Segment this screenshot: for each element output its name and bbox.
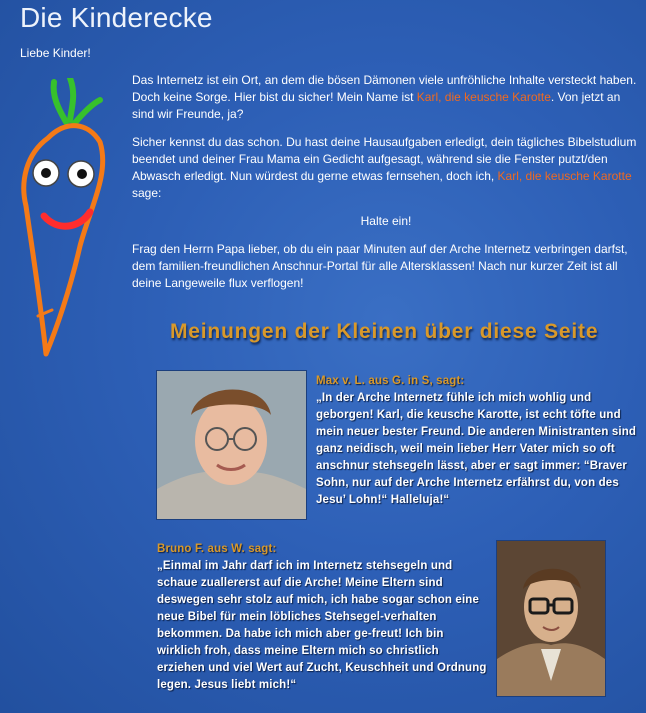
opinions-heading: Meinungen der Kleinen über diese Seite xyxy=(170,320,599,343)
bruno-photo xyxy=(496,540,606,697)
page-title: Die Kinderecke xyxy=(20,2,213,33)
carrot-mascot-image xyxy=(18,78,122,362)
quote-author: Max v. L. aus G. in S, sagt: xyxy=(316,375,465,387)
quote-text: „Einmal im Jahr darf ich im Internetz stehsegeln und schaue zuallererst auf die Arche! Meine Eltern sind deswegen sehr stolz auf mich, ich habe sogar schon eine neue Bibel für mein löbliches Stehsegel-verhalten bekommen. Da habe ich mich aber ge-freut! Ich bin wirklich froh, dass meine Eltern mich so christlich erziehen und viel Wert auf Zucht, Keuschheit und Ordnung legen. Jesus liebt mich!“ xyxy=(157,560,487,691)
intro-paragraph-1: Das Internetz ist ein Ort, an dem die bösen Dämonen viele unfröhliche Inhalte versteckt haben. Doch keine Sorge. Hier bist du sicher! Mein Name ist Karl, die keusche Karotte. Von jetzt an sind wir Freunde, ja? xyxy=(132,73,637,121)
halt-text: Halte ein! xyxy=(360,214,412,228)
karl-name-highlight: Karl, die keusche Karotte xyxy=(497,169,632,183)
greeting-text: Liebe Kinder! xyxy=(20,46,91,60)
quote-author: Bruno F. aus W. sagt: xyxy=(157,543,277,555)
max-photo xyxy=(156,370,307,520)
intro-paragraph-2: Sicher kennst du das schon. Du hast deine Hausaufgaben erledigt, dein tägliches Bibelstudium beendet und deiner Frau Mama ein Gedicht aufgesagt, während sie die Fenster putzt/den Abwasch erledigt. Nun würdest du gerne etwas fernsehen, doch ich, Karl, die keusche Karotte sage: xyxy=(132,135,637,200)
karl-name-highlight: Karl, die keusche Karotte xyxy=(416,90,551,104)
quote-bruno xyxy=(157,541,487,694)
intro-text-block xyxy=(132,72,640,303)
quote-max xyxy=(316,373,644,509)
intro-paragraph-4: Frag den Herrn Papa lieber, ob du ein paar Minuten auf der Arche Internetz verbringen darfst, dem familien-freundlichen Anschnur-Portal für alle Altersklassen! Nach nur kurzer Zeit ist all deine Langeweile flux verflogen! xyxy=(132,242,628,290)
quote-text: „In der Arche Internetz fühle ich mich wohlig und geborgen! Karl, die keusche Karotte, ist echt töfte und mein neuer bester Freund. Die anderen Ministranten sind ganz neidisch, weil mein lieber Herr Vater mich so oft anschnur stehsegeln lässt, aber er sagt immer: “Braver Sohn, nur auf der Arche Internetz erfährst du, von des Jesu’ Lohn!“ Halleluja!“ xyxy=(316,392,637,506)
